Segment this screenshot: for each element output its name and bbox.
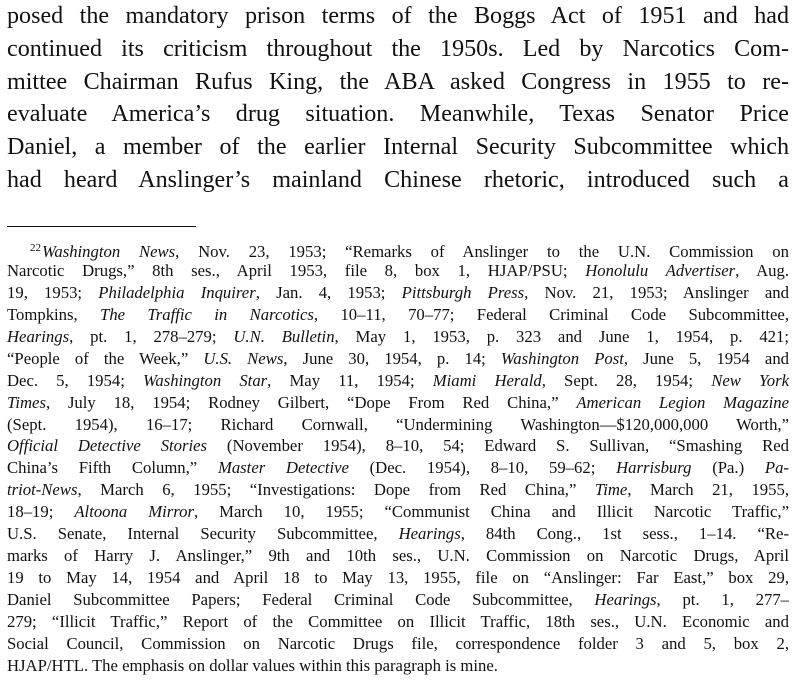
italic-citation-title: Times (7, 392, 46, 412)
italic-citation-title: Master Detective (217, 458, 349, 478)
footnote-line (7, 392, 789, 414)
footnote-text: U.S. Senate, Internal Security Subcommittee, (7, 524, 399, 544)
body-line: evaluate America’s drug situation. Meanwhile, Texas Senator Price (7, 101, 789, 128)
body-line: mittee Chairman Rufus King, the ABA asked Congress in 1955 to re- (7, 68, 789, 95)
footnote-text: Tompkins, (7, 304, 101, 324)
footnote-line (7, 457, 789, 479)
italic-citation-title: triot-News (7, 480, 78, 500)
italic-citation-title: Hearings (398, 524, 461, 544)
footnote-text: Narcotic Drugs,” 8th ses., April 1953, file 8, box 1, HJAP/PSU; (7, 260, 586, 280)
footnote-line (7, 326, 789, 348)
italic-citation-title: Harrisburg (616, 458, 692, 478)
footnote-text: marks of Harry J. Anslinger,” 9th and 10th ses., U.N. Commission on Narcotic Drugs, April (7, 546, 789, 566)
footnote-22 (7, 238, 789, 677)
body-line: posed the mandatory prison terms of the Boggs Act of 1951 and had (7, 3, 789, 29)
footnote-text: HJAP/HTL. The emphasis on dollar values within this paragraph is mine. (7, 655, 498, 675)
footnote-text: , Aug. (735, 260, 789, 280)
footnote-text: , June 5, 1954 and (623, 348, 790, 368)
footnote-text: 18–19; (7, 502, 75, 522)
body-paragraph (7, 0, 789, 197)
footnote-line (7, 479, 789, 501)
italic-citation-title: Miami Herald (432, 370, 542, 390)
footnote-text: Dec. 5, 1954; (7, 370, 143, 390)
footnote-text: , Nov. 21, 1953; Anslinger and (524, 282, 789, 302)
footnote-text: China’s Fifth Column,” (7, 458, 218, 478)
italic-citation-title: U.S. News (203, 348, 284, 368)
italic-citation-title: Washington Star (143, 370, 268, 390)
italic-citation-title: U.N. Bulletin (233, 326, 335, 346)
italic-citation-title: Washington Post (500, 348, 624, 368)
footnote-text: (Sept. 1954), 16–17; Richard Cornwall, “Undermining Washington—$120,000,000 Worth,” (7, 414, 789, 434)
footnote-line (7, 501, 789, 523)
italic-citation-title: Hearings (7, 326, 70, 346)
footnote-text: (November 1954), 8–10, 54; Edward S. Sullivan, “Smashing Red (207, 436, 789, 456)
italic-citation-title: New York (711, 370, 789, 390)
footnote-line (7, 238, 789, 260)
footnote-text: , May 11, 1954; (267, 370, 433, 390)
body-line: had heard Anslinger’s mainland Chinese rhetoric, introduced such a (7, 166, 789, 193)
footnote-line (7, 435, 789, 457)
footnote-text: 19 to May 14, 1954 and April 18 to May 13, 1955, file on “Anslinger: Far East,” box 29, (7, 568, 789, 588)
footnote-text: , pt. 1, 277– (656, 590, 790, 609)
footnote-text: , pt. 1, 278–279; (69, 326, 234, 346)
body-line: Daniel, a member of the earlier Internal Security Subcommittee which (7, 134, 789, 161)
italic-citation-title: Washington News (42, 242, 176, 261)
footnote-text: Daniel Subcommittee Papers; Federal Criminal Code Subcommittee, (7, 590, 595, 609)
italic-citation-title: Pa- (764, 458, 789, 478)
footnote-line (7, 260, 789, 282)
footnote-line (7, 589, 789, 611)
footnote-line (7, 523, 789, 545)
footnote-text: Social Council, Commission on Narcotic Drugs file, correspondence folder 3 and 5, box 2, (7, 633, 789, 653)
footnote-line (7, 282, 789, 304)
footnote-text: , June 30, 1954, p. 14; (283, 348, 501, 368)
footnote-line (7, 611, 789, 633)
footnote-text: 19, 1953; (7, 282, 99, 302)
footnote-number: 22 (30, 242, 41, 254)
footnote-text: , March 6, 1955; “Investigations: Dope from Red China,” (77, 480, 595, 500)
footnote-line (7, 655, 789, 677)
footnote-text: (Dec. 1954), 8–10, 59–62; (348, 458, 617, 478)
footnote-line (7, 633, 789, 655)
italic-citation-title: Official Detective Stories (7, 436, 208, 456)
footnote-text: , July 18, 1954; Rodney Gilbert, “Dope From Red China,” (45, 392, 577, 412)
footnote-text: , March 10, 1955; “Communist China and Illicit Narcotic Traffic,” (193, 502, 789, 522)
footnote-text: , Sept. 28, 1954; (541, 370, 712, 390)
italic-citation-title: Honolulu Advertiser (585, 260, 736, 280)
footnote-line (7, 370, 789, 392)
footnote-text: , 10–11, 70–77; Federal Criminal Code Subcommittee, (313, 304, 790, 324)
footnote-text: , May 1, 1953, p. 323 and June 1, 1954, p. 421; (334, 326, 789, 346)
body-line: continued its criticism throughout the 1950s. Led by Narcotics Com- (7, 35, 789, 62)
italic-citation-title: Altoona Mirror (74, 502, 194, 522)
footnote-text: , Nov. 23, 1953; “Remarks of Anslinger to the U.N. Commission on (175, 242, 789, 261)
footnote-text: 279; “Illicit Traffic,” Report of the Committee on Illicit Traffic, 18th ses., U.N. Economic and (7, 611, 789, 631)
italic-citation-title: Philadelphia Inquirer (98, 282, 256, 302)
italic-citation-title: The Traffic in Narcotics (100, 304, 314, 324)
footnote-text: , March 21, 1955, (627, 480, 789, 500)
italic-citation-title: Time (594, 480, 628, 500)
footnote-text: “People of the Week,” (7, 348, 204, 368)
italic-citation-title: American Legion Magazine (576, 392, 789, 412)
footnote-line (7, 414, 789, 436)
italic-citation-title: Hearings (594, 590, 657, 609)
italic-citation-title: Pittsburgh Press (401, 282, 525, 302)
footnote-line (7, 348, 789, 370)
footnote-line (7, 545, 789, 567)
footnote-line (7, 304, 789, 326)
footnote-text: (Pa.) (691, 458, 765, 478)
footnote-text: , 84th Cong., 1st sess., 1–14. “Re- (460, 524, 789, 544)
footnote-line (7, 567, 789, 589)
footnote-text: , Jan. 4, 1953; (255, 282, 402, 302)
footnote-separator-rule (7, 226, 196, 227)
